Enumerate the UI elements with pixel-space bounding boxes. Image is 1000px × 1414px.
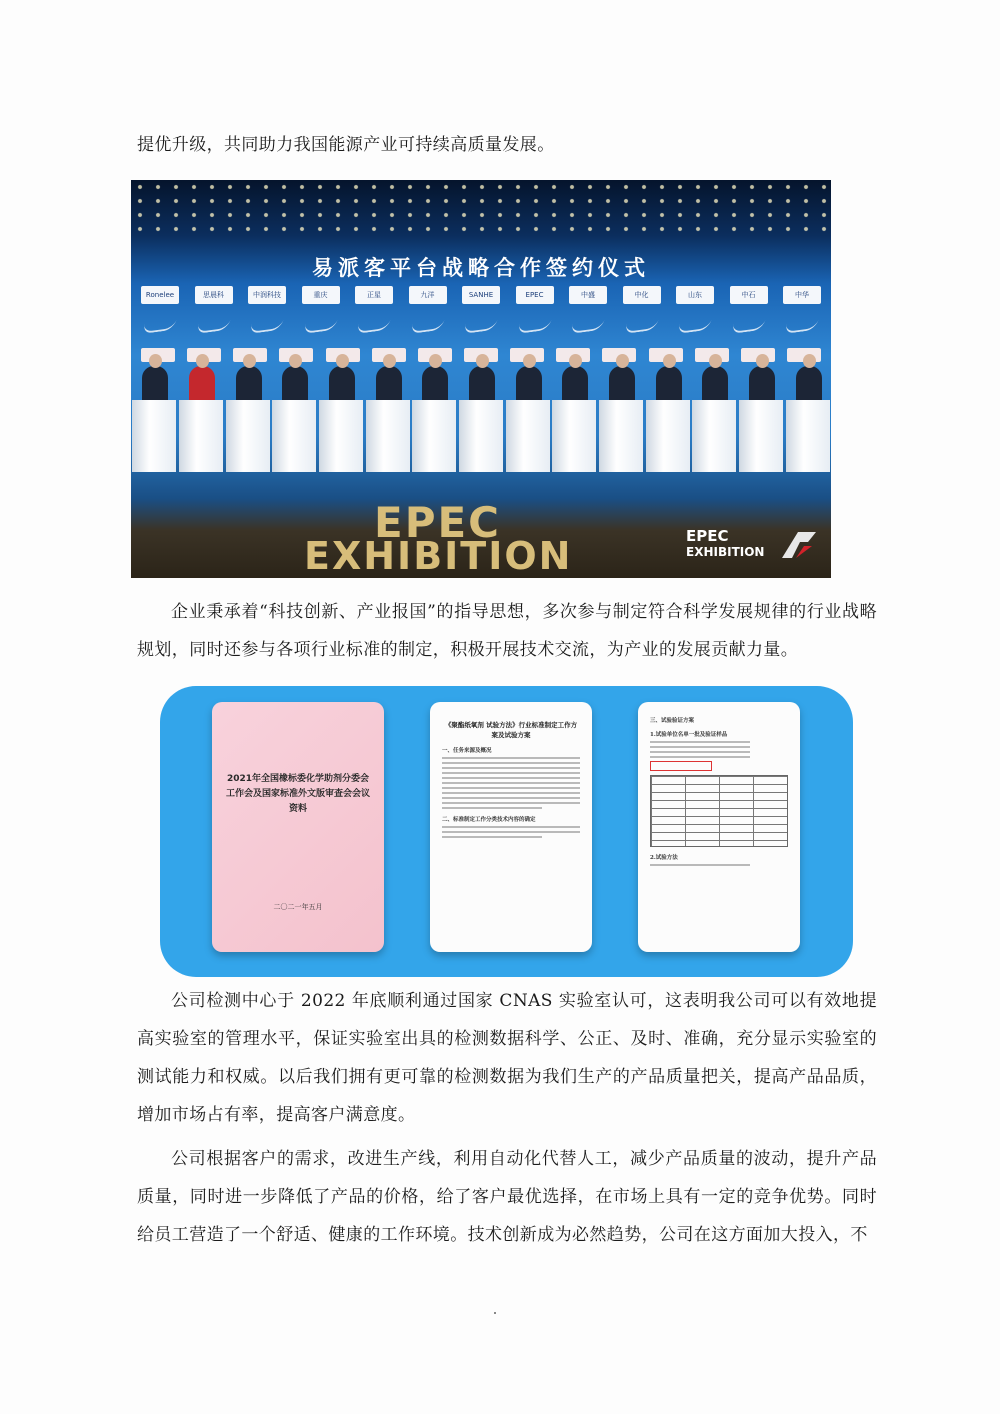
text-line [650, 864, 750, 866]
podium [552, 400, 596, 472]
paragraph-cnas: 公司检测中心于 2022 年底顺利通过国家 CNAS 实验室认可，这表明我公司可以有效地提高实验室的管理水平，保证实验室出具的检测数据科学、公正、及时、准确，充分显示实验室的测试能力和权威。以后我们拥有更可靠的检测数据为我们生产的产品质量把关，提高产品品质，增加市场占有率，提高客户满意度。 [137, 991, 877, 1125]
podium [412, 400, 456, 472]
text-line [442, 772, 580, 774]
podium [459, 400, 503, 472]
document-subheading: 1.试验单位名单一批及验证样品 [650, 732, 728, 738]
paragraph-production: 公司根据客户的需求，改进生产线，利用自动化代替人工，减少产品质量的波动，提升产品质量，同时进一步降低了产品的价格，给了客户最优选择，在市场上具有一定的竞争优势。同时给员工营造了一个舒适、健康的工作环境。技术创新成为必然趋势，公司在这方面加大投入，不 [137, 1149, 877, 1245]
text-line [442, 836, 542, 838]
stage-lights [131, 180, 831, 240]
signature [409, 314, 446, 334]
test-sample-table [650, 775, 788, 847]
signature-row [145, 316, 817, 340]
signature [356, 314, 393, 334]
highlight-box [650, 761, 712, 771]
signing-ceremony-photo [131, 180, 831, 578]
work-plan-document [430, 702, 592, 952]
signature [677, 314, 714, 334]
signature [142, 314, 179, 334]
paragraph-intro-end: 提优升级，共同助力我国能源产业可持续高质量发展。 [137, 135, 555, 155]
text-line [442, 787, 580, 789]
document-title: 《聚酯纸氧剂 试验方法》行业标准制定工作方案及试验方案 [444, 721, 578, 739]
partner-logo: 重庆 [302, 286, 340, 304]
signature [463, 314, 500, 334]
exhibition-stage-text: EXHIBITION [304, 534, 573, 578]
signature [249, 314, 286, 334]
signer [552, 392, 596, 472]
podium [366, 400, 410, 472]
text-line [442, 792, 580, 794]
partner-logo: 中华 [783, 286, 821, 304]
signer [319, 392, 363, 472]
signer [739, 392, 783, 472]
signature [195, 314, 232, 334]
paragraph-standards: 企业秉承着“科技创新、产业报国”的指导思想，多次参与制定符合科学发展规律的行业战略规划，同时还参与各项行业标准的制定，积极开展技术交流，为产业的发展贡献力量。 [137, 602, 877, 660]
text-line [650, 756, 750, 758]
podium [272, 400, 316, 472]
partner-logo: 中化 [623, 286, 661, 304]
text-line [650, 746, 750, 748]
signer [599, 392, 643, 472]
test-plan-document [638, 702, 800, 952]
text-line [442, 757, 580, 759]
podium [226, 400, 270, 472]
partner-logo: 九洋 [409, 286, 447, 304]
text-line [442, 826, 580, 828]
ceremony-banner-title: 易派客平台战略合作签约仪式 [312, 256, 650, 280]
logo-epec-text: EPEC [686, 527, 729, 545]
standards-documents-photo [160, 686, 853, 977]
signer [412, 392, 456, 472]
signer [506, 392, 550, 472]
podium-row [131, 392, 831, 472]
signature [730, 314, 767, 334]
document-subheading: 2.试验方法 [650, 855, 678, 861]
podium [132, 400, 176, 472]
podium [506, 400, 550, 472]
signer [786, 392, 830, 472]
signer [366, 392, 410, 472]
signer [459, 392, 503, 472]
document-section-heading: 二、标准制定工作分类技术内容的确定 [442, 817, 536, 823]
signer [272, 392, 316, 472]
partner-logo: 中石 [730, 286, 768, 304]
text-line [650, 751, 750, 753]
text-line [650, 741, 750, 743]
text-line [442, 831, 580, 833]
podium [599, 400, 643, 472]
podium [179, 400, 223, 472]
partner-logo: 山东 [676, 286, 714, 304]
podium [739, 400, 783, 472]
partner-logo: SANHE [462, 286, 500, 304]
podium [786, 400, 830, 472]
text-line [442, 782, 580, 784]
meeting-materials-cover [212, 702, 384, 952]
signature [623, 314, 660, 334]
partner-logo: EPEC [516, 286, 554, 304]
text-line [442, 767, 580, 769]
signer [226, 392, 270, 472]
partner-logo: 正星 [355, 286, 393, 304]
podium [319, 400, 363, 472]
signature [784, 314, 821, 334]
partner-logo: 中润科技 [248, 286, 286, 304]
signer [179, 392, 223, 472]
text-line [442, 762, 580, 764]
signature [516, 314, 553, 334]
cover-date: 二〇二一年五月 [273, 903, 323, 911]
page-dot [494, 1312, 496, 1314]
epec-stage-text: EPEC [374, 498, 501, 547]
podium [646, 400, 690, 472]
partner-logo: 思晨科 [195, 286, 233, 304]
text-line [442, 777, 580, 779]
text-line [442, 797, 580, 799]
signature [570, 314, 607, 334]
epec-exhibition-logo [686, 528, 764, 560]
cover-title: 2021年全国橡标委化学助剂分委会工作会及国家标准外文版审查会会议资料 [226, 774, 371, 814]
document-section-heading: 三、试验验证方案 [650, 718, 695, 724]
partner-logo: Ronelee [141, 286, 179, 304]
partner-logo: 中盛 [569, 286, 607, 304]
text-line [442, 802, 580, 804]
podium [692, 400, 736, 472]
partner-logo-row [141, 286, 821, 304]
signature [302, 314, 339, 334]
signer [132, 392, 176, 472]
signer [646, 392, 690, 472]
logo-exhibition-text: EXHIBITION [686, 545, 765, 559]
text-line [442, 807, 542, 809]
brand-mark-icon [778, 528, 820, 562]
signer [692, 392, 736, 472]
document-section-heading: 一、任务来源及概况 [442, 748, 492, 754]
